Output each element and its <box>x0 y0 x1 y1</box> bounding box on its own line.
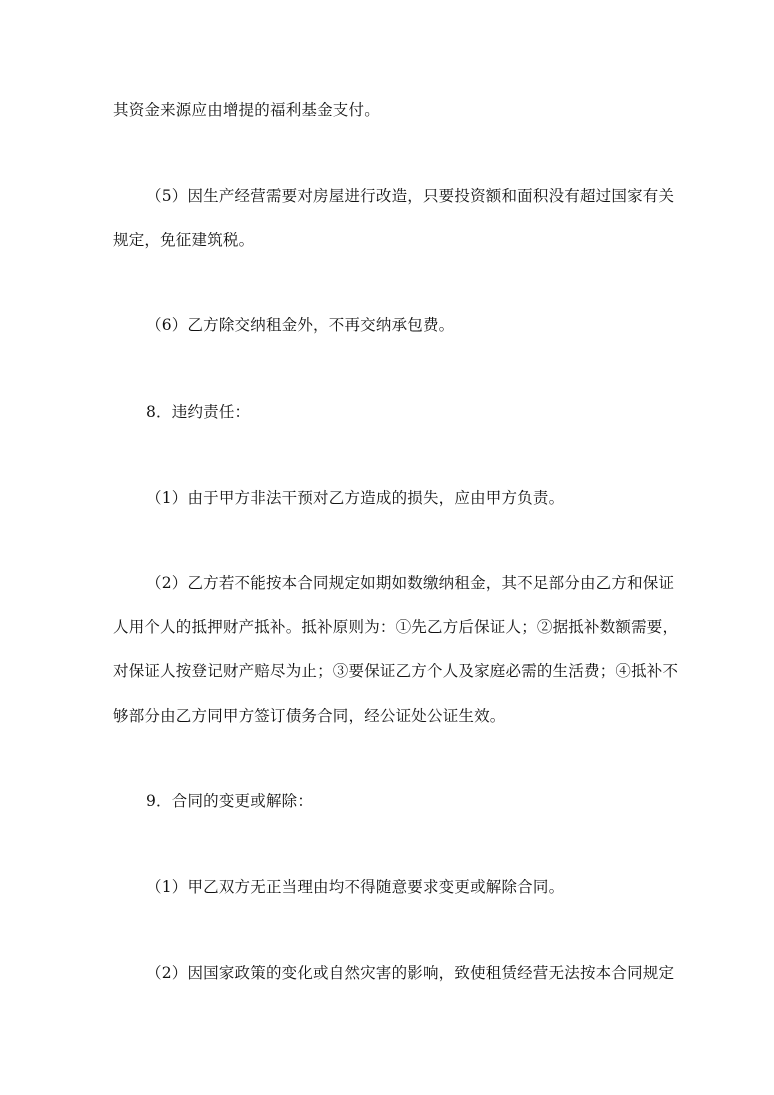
paragraph-line-change-2: （2）因国家政策的变化或自然灾害的影响，致使租赁经营无法按本合同规定 <box>146 964 675 982</box>
section-heading-breach-liability: 8．违约责任： <box>146 403 251 421</box>
paragraph-line-item-5: （5）因生产经营需要对房屋进行改造，只要投资额和面积没有超过国家有关 <box>146 187 675 205</box>
paragraph-line-breach-2-cont-1: 人用个人的抵押财产抵补。抵补原则为：①先乙方后保证人；②据抵补数额需要， <box>113 618 679 636</box>
paragraph-line-breach-2-cont-3: 够部分由乙方同甲方签订债务合同，经公证处公证生效。 <box>113 707 506 725</box>
section-heading-contract-change: 9．合同的变更或解除： <box>146 792 314 810</box>
paragraph-line-funding-source: 其资金来源应由增提的福利基金支付。 <box>113 101 380 119</box>
paragraph-line-breach-2-cont-2: 对保证人按登记财产赔尽为止；③要保证乙方个人及家庭必需的生活费；④抵补不 <box>113 662 679 680</box>
paragraph-line-item-6: （6）乙方除交纳租金外，不再交纳承包费。 <box>146 316 455 334</box>
paragraph-line-breach-2: （2）乙方若不能按本合同规定如期如数缴纳租金，其不足部分由乙方和保证 <box>146 574 675 592</box>
paragraph-line-change-1: （1）甲乙双方无正当理由均不得随意要求变更或解除合同。 <box>146 878 565 896</box>
paragraph-line-breach-1: （1）由于甲方非法干预对乙方造成的损失，应由甲方负责。 <box>146 489 565 507</box>
paragraph-line-item-5-cont: 规定，免征建筑税。 <box>113 231 255 249</box>
